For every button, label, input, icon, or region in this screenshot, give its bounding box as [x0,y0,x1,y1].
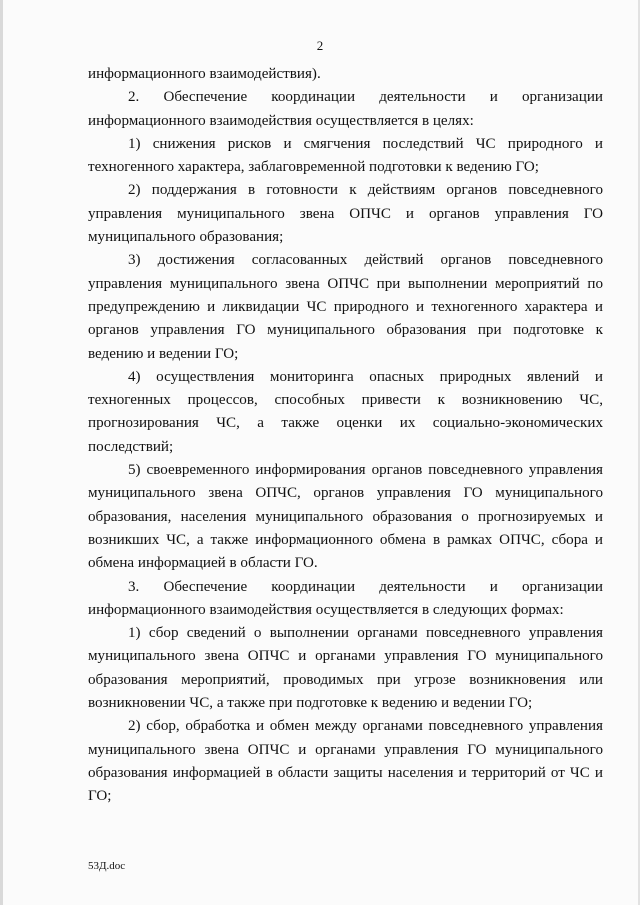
paragraph-form-1: 1) сбор сведений о выполнении органами повседневного управления муниципального звена ОПЧС и органами управления ГО муниципального образования мероприятий, проводимых при угрозе возникновения или возникновении ЧС, а также при подготовке к ведению и ведении ГО; [88,625,603,712]
paragraph-continuation: информационного взаимодействия). [88,66,321,82]
paragraph-section-3: 3. Обеспечение координации деятельности и организации информационного взаимодействия осуществляется в следующих формах: [88,578,603,618]
scan-edge-left [0,0,3,905]
paragraph-item-1: 1) снижения рисков и смягчения последствий ЧС природного и техногенного характера, заблаговременной подготовки к ведению ГО; [88,135,603,176]
paragraph-item-4: 4) осуществления мониторинга опасных природных явлений и техногенных процессов, способных привести к возникновению ЧС, прогнозирования ЧС, а также оценки их социально-экономических последствий; [88,368,603,455]
paragraph-item-3: 3) достижения согласованных действий органов повседневного управления муниципального звена ОПЧС при выполнении мероприятий по предупреждению и ликвидации ЧС природного и техногенного характера и органов управления ГО муниципального образования при подготовке к ведению и ведении ГО; [88,252,603,362]
page-number: 2 [316,38,324,53]
paragraph-form-2: 2) сбор, обработка и обмен между органами повседневного управления муниципального звена ОПЧС и органами управления ГО муниципального образования информацией в области защиты населения и территорий от ЧС и ГО; [88,718,603,805]
paragraph-item-2: 2) поддержания в готовности к действиям органов повседневного управления муниципального звена ОПЧС и органов управления ГО муниципального образования; [88,182,603,246]
paragraph-item-5: 5) своевременного информирования органов повседневного управления муниципального звена ОПЧС, органов управления ГО муниципального образования, населения муниципального образования о прогнозируемых и возникших ЧС, а также информационного обмена в рамках ОПЧС, сбора и обмена информацией в области ГО. [88,462,603,572]
footer-filename: 53Д.doc [88,860,126,872]
document-body [88,63,603,809]
paragraph-section-2: 2. Обеспечение координации деятельности и организации информационного взаимодействия осуществляется в целях: [88,89,603,129]
